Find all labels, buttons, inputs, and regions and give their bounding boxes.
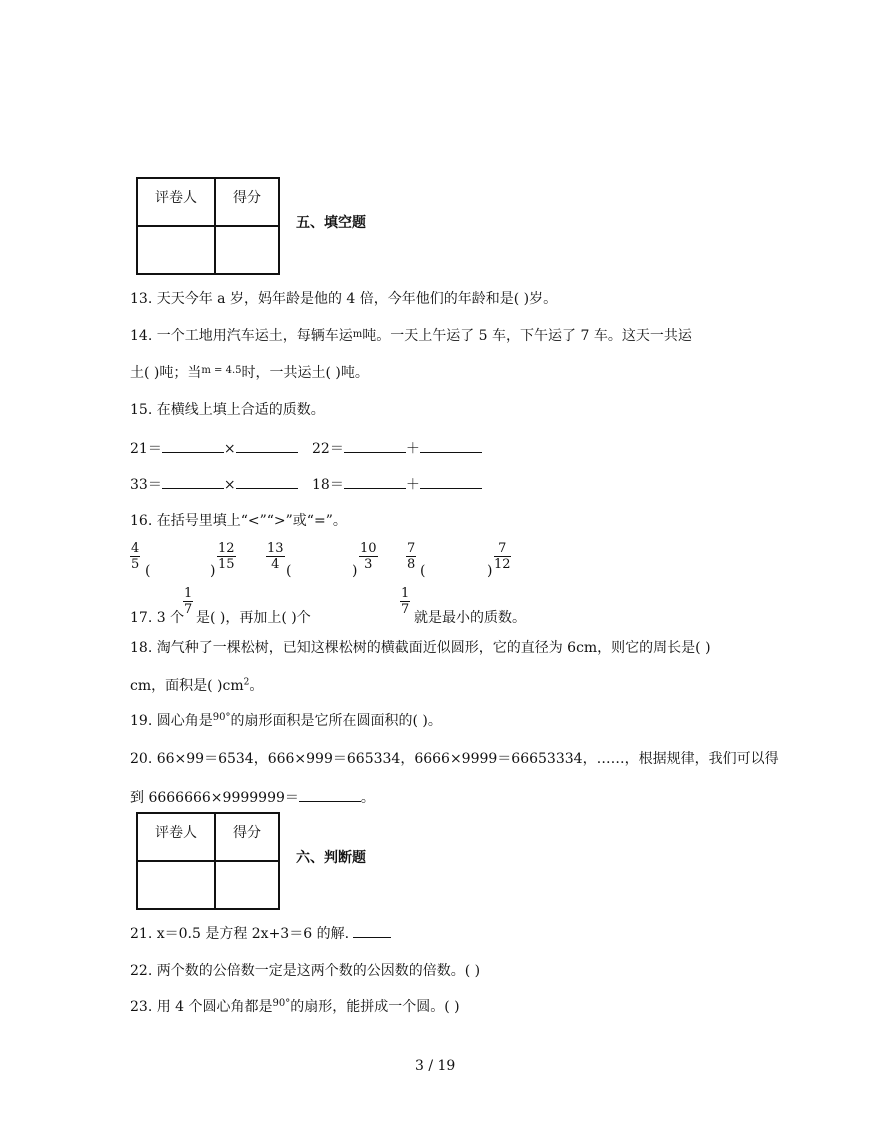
q23-text-b: 的扇形，能拼成一个圆。( ) xyxy=(290,999,460,1015)
q17-text-b: 是( )，再加上( )个 xyxy=(196,610,311,626)
q18-text-b: 。 xyxy=(249,678,264,694)
q18-text-a: cm，面积是( )cm xyxy=(130,678,244,694)
q19-text-a: 19. 圆心角是 xyxy=(130,713,213,729)
question-14-line-1 xyxy=(130,325,692,345)
section-5-title: 五、填空题 xyxy=(296,215,366,231)
section-6-title: 六、判断题 xyxy=(296,850,366,866)
den: 8 xyxy=(407,557,416,572)
question-20-line-1: 20. 66×99＝6534，666×999＝665334，6666×9999＝66653334，……，根据规律，我们可以得 xyxy=(130,751,779,767)
num: 7 xyxy=(494,541,511,557)
q15-r2op2: ＋ xyxy=(405,477,420,493)
blank[interactable] xyxy=(162,452,224,453)
question-15: 15. 在横线上填上合适的质数。 xyxy=(130,402,325,418)
q20-text-b: 。 xyxy=(360,790,375,806)
den: 7 xyxy=(184,602,193,617)
question-19 xyxy=(130,710,442,730)
question-21 xyxy=(130,923,391,943)
q15-r1b: 22＝ xyxy=(312,441,344,457)
q16-fraction-6 xyxy=(494,541,511,572)
score-label: 得分 xyxy=(215,178,279,226)
question-23 xyxy=(130,996,460,1016)
num: 4 xyxy=(131,541,140,556)
q19-text-b: 的扇形面积是它所在圆面积的( )。 xyxy=(230,713,442,729)
q15-r1op: × xyxy=(223,441,236,457)
q16-paren-open-2: ( xyxy=(286,563,292,579)
q19-angle: 90° xyxy=(212,712,231,723)
q16-paren-open-1: ( xyxy=(145,563,151,579)
answer-blank[interactable] xyxy=(353,937,391,938)
q16-fraction-3 xyxy=(266,541,285,572)
blank[interactable] xyxy=(344,452,406,453)
q15-row-1b xyxy=(312,438,482,458)
q23-text-a: 23. 用 4 个圆心角都是 xyxy=(130,999,273,1015)
num: 1 xyxy=(184,586,193,601)
blank[interactable] xyxy=(236,488,298,489)
num: 13 xyxy=(267,541,284,556)
q16-fraction-1 xyxy=(130,541,140,572)
num: 1 xyxy=(401,586,410,601)
question-18-line-2 xyxy=(130,675,263,695)
score-table-1 xyxy=(136,177,280,275)
reviewer-label: 评卷人 xyxy=(137,813,215,861)
q17-text-c: 就是最小的质数。 xyxy=(414,610,526,626)
q14-text-a: 14. 一个工地用汽车运土，每辆车运 xyxy=(130,328,353,344)
score-cell xyxy=(215,861,279,909)
q14-text-c: 土( )吨；当 xyxy=(130,365,202,381)
reviewer-cell xyxy=(137,226,215,274)
q14-text-b: 吨。一天上午运了 5 车，下午运了 7 车。这天一共运 xyxy=(362,328,692,344)
q14-text-d: 时，一共运土( )吨。 xyxy=(241,365,369,381)
num: 7 xyxy=(407,541,416,556)
q16-paren-close-2: ) xyxy=(352,563,358,579)
reviewer-cell xyxy=(137,861,215,909)
q16-fraction-4 xyxy=(359,541,378,572)
q15-row-2b xyxy=(312,474,482,494)
den: 4 xyxy=(271,557,280,572)
q16-paren-close-1: ) xyxy=(210,563,216,579)
q17-fraction-2 xyxy=(400,586,410,617)
q15-r1op2: ＋ xyxy=(405,441,420,457)
q18-sup: 2 xyxy=(243,677,250,688)
q15-r2b: 18＝ xyxy=(312,477,344,493)
blank[interactable] xyxy=(420,488,482,489)
question-16: 16. 在括号里填上“<”“>”或“=”。 xyxy=(130,513,347,529)
q17-fraction-1 xyxy=(183,586,193,617)
blank[interactable] xyxy=(344,488,406,489)
q23-angle: 90° xyxy=(272,998,291,1009)
q15-r1a: 21＝ xyxy=(130,441,162,457)
den: 12 xyxy=(494,557,511,572)
q15-r2a: 33＝ xyxy=(130,477,162,493)
score-table-2 xyxy=(136,812,280,910)
num: 10 xyxy=(360,541,377,556)
q16-fraction-2 xyxy=(217,541,236,572)
den: 7 xyxy=(401,602,410,617)
blank[interactable] xyxy=(162,488,224,489)
blank[interactable] xyxy=(236,452,298,453)
score-label: 得分 xyxy=(215,813,279,861)
q14-m: m xyxy=(352,329,363,340)
q15-row-2 xyxy=(130,474,298,494)
blank[interactable] xyxy=(299,801,361,802)
den: 5 xyxy=(131,557,140,572)
q21-text: 21. x＝0.5 是方程 2x+3＝6 的解. xyxy=(130,926,350,942)
reviewer-label: 评卷人 xyxy=(137,178,215,226)
q16-paren-close-3: ) xyxy=(487,563,493,579)
den: 15 xyxy=(218,557,235,572)
num: 12 xyxy=(218,541,235,556)
question-20-line-2 xyxy=(130,787,375,807)
page-number: 3 / 19 xyxy=(415,1058,456,1074)
question-14-line-2 xyxy=(130,362,369,382)
q16-paren-open-3: ( xyxy=(420,563,426,579)
q20-text-a: 到 6666666×9999999＝ xyxy=(130,790,299,806)
q14-condition: m = 4.5 xyxy=(201,365,242,376)
question-13: 13. 天天今年 a 岁，妈年龄是他的 4 倍，今年他们的年龄和是( )岁。 xyxy=(130,291,558,307)
q15-r2op: × xyxy=(223,477,236,493)
q17-text-a: 17. 3 个 xyxy=(130,610,185,626)
blank[interactable] xyxy=(420,452,482,453)
score-cell xyxy=(215,226,279,274)
q16-fraction-5 xyxy=(406,541,416,572)
q15-row-1 xyxy=(130,438,298,458)
den: 3 xyxy=(364,557,373,572)
question-22: 22. 两个数的公倍数一定是这两个数的公因数的倍数。( ) xyxy=(130,963,481,979)
question-18-line-1: 18. 淘气种了一棵松树，已知这棵松树的横截面近似圆形，它的直径为 6cm，则它的周长是( ) xyxy=(130,640,711,656)
